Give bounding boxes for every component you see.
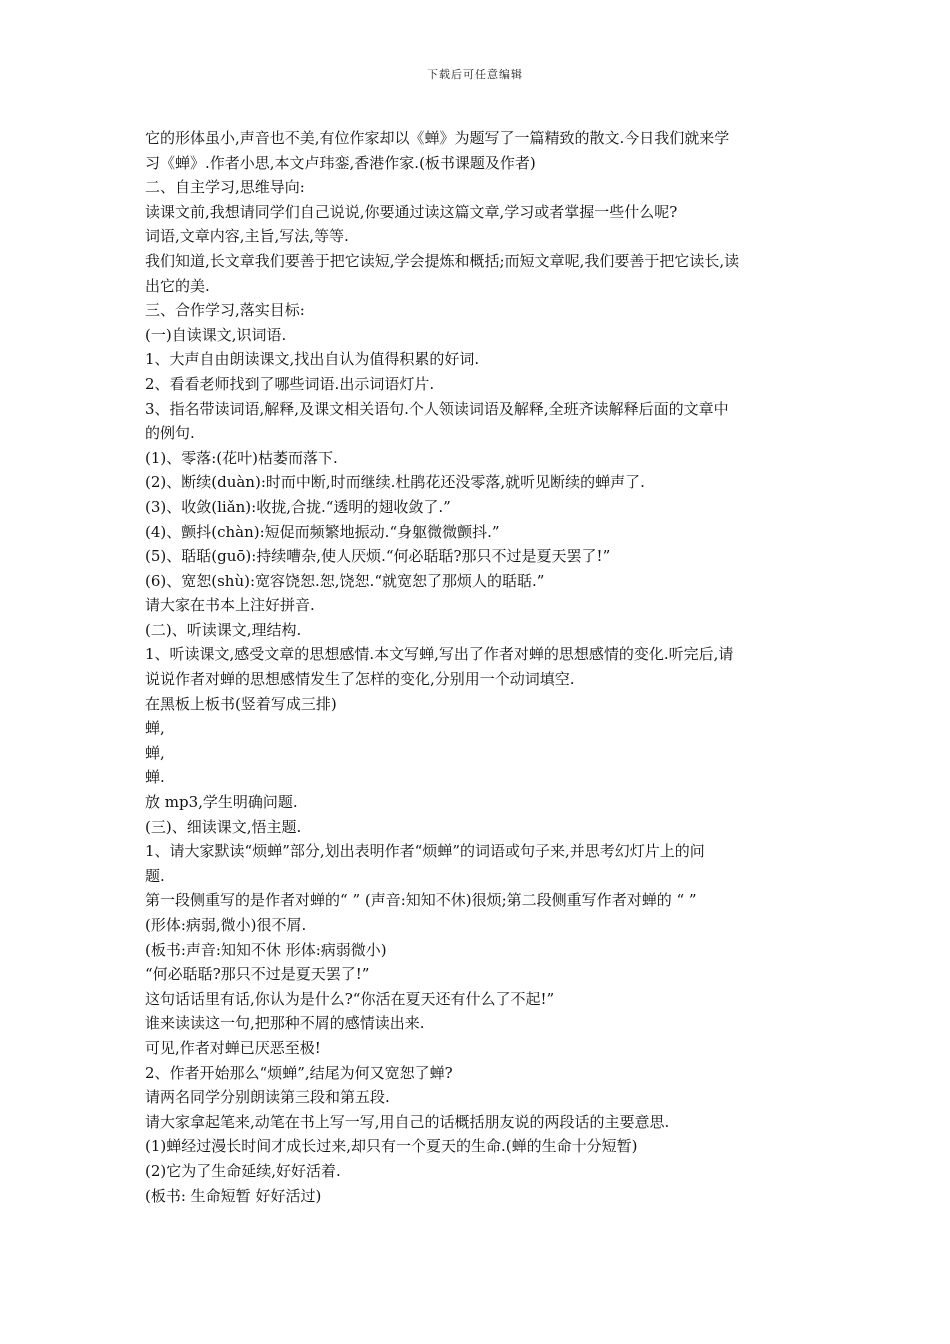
text-line: 在黑板上板书(竖着写成三排): [145, 694, 337, 713]
text-line: 请两名同学分别朗读第三段和第五段.: [145, 1088, 390, 1107]
document-body: [145, 126, 813, 1208]
text-line: 1、大声自由朗读课文,找出自认为值得积累的好词.: [145, 350, 480, 369]
text-line: 这句话话里有话,你认为是什么?“你活在夏天还有什么了不起!”: [145, 989, 555, 1008]
subsection-heading: (三)、细读课文,悟主题.: [145, 817, 302, 836]
text-line: (1)蝉经过漫长时间才成长过来,却只有一个夏天的生命.(蝉的生命十分短暂): [145, 1137, 638, 1156]
text-line: 出它的美.: [145, 276, 210, 295]
text-line: 我们知道,长文章我们要善于把它读短,学会提炼和概括;而短文章呢,我们要善于把它读长,读: [145, 251, 740, 270]
subsection-heading: (一)自读课文,识词语.: [145, 325, 287, 344]
text-line: 蝉,: [145, 719, 165, 738]
vocab-item: (4)、颤抖(chàn):短促而频繁地振动.“身躯微微颤抖.”: [145, 522, 500, 541]
text-line: 2、作者开始那么“烦蝉”,结尾为何又宽恕了蝉?: [145, 1063, 453, 1082]
vocab-item: (1)、零落:(花叶)枯萎而落下.: [145, 448, 338, 467]
vocab-item: (3)、收敛(liǎn):收拢,合拢.“透明的翅收敛了.”: [145, 497, 451, 516]
text-line: 3、指名带读词语,解释,及课文相关语句.个人领读词语及解释,全班齐读解释后面的文章中: [145, 399, 729, 418]
text-line: 1、听读课文,感受文章的思想感情.本文写蝉,写出了作者对蝉的思想感情的变化.听完后,请: [145, 645, 734, 664]
page-header: 下载后可任意编辑: [427, 68, 523, 81]
text-line: 2、看看老师找到了哪些词语.出示词语灯片.: [145, 374, 435, 393]
subsection-heading: (二)、听读课文,理结构.: [145, 620, 302, 639]
text-line: 说说作者对蝉的思想感情发生了怎样的变化,分别用一个动词填空.: [145, 670, 575, 689]
text-line: 词语,文章内容,主旨,写法,等等.: [145, 227, 349, 246]
text-line: 蝉,: [145, 743, 165, 762]
text-line: 的例句.: [145, 424, 195, 443]
text-line: 读课文前,我想请同学们自己说说,你要通过读这篇文章,学习或者掌握一些什么呢?: [145, 202, 678, 221]
vocab-item: (2)、断续(duàn):时而中断,时而继续.杜鹃花还没零落,就听见断续的蝉声了.: [145, 473, 645, 492]
text-line: (2)它为了生命延续,好好活着.: [145, 1161, 341, 1180]
text-line: 请大家拿起笔来,动笔在书上写一写,用自己的话概括朋友说的两段话的主要意思.: [145, 1112, 670, 1131]
text-line: 1、请大家默读“烦蝉”部分,划出表明作者“烦蝉”的词语或句子来,并思考幻灯片上的问: [145, 842, 705, 861]
quote-line: “何必聒聒?那只不过是夏天罢了!”: [145, 965, 370, 984]
text-line: 第一段侧重写的是作者对蝉的“ ” (声音:知知不休)很烦;第二段侧重写作者对蝉的 “ ”: [145, 891, 697, 910]
text-line: 习《蝉》.作者小思,本文卢玮銮,香港作家.(板书课题及作者): [145, 153, 536, 172]
text-line: 可见,作者对蝉已厌恶至极!: [145, 1038, 321, 1057]
text-line: 请大家在书本上注好拼音.: [145, 596, 315, 615]
vocab-item: (5)、聒聒(guō):持续嘈杂,使人厌烦.“何必聒聒?那只不过是夏天罢了!”: [145, 547, 611, 566]
text-line: 蝉.: [145, 768, 165, 787]
text-line: (形体:病弱,微小)很不屑.: [145, 916, 307, 934]
text-line: (板书: 生命短暂 好好活过): [145, 1186, 322, 1205]
text-line: (板书:声音:知知不休 形体:病弱微小): [145, 940, 387, 959]
text-line: 题.: [145, 866, 165, 885]
text-line: 放 mp3,学生明确问题.: [145, 793, 298, 812]
text-line: 它的形体虽小,声音也不美,有位作家却以《蝉》为题写了一篇精致的散文.今日我们就来学: [145, 129, 730, 147]
section-heading: 二、自主学习,思维导向:: [145, 178, 305, 197]
section-heading: 三、合作学习,落实目标:: [145, 301, 305, 320]
vocab-item: (6)、宽恕(shù):宽容饶恕.恕,饶恕.“就宽恕了那烦人的聒聒.”: [145, 571, 545, 590]
text-line: 谁来读读这一句,把那种不屑的感情读出来.: [145, 1014, 425, 1033]
